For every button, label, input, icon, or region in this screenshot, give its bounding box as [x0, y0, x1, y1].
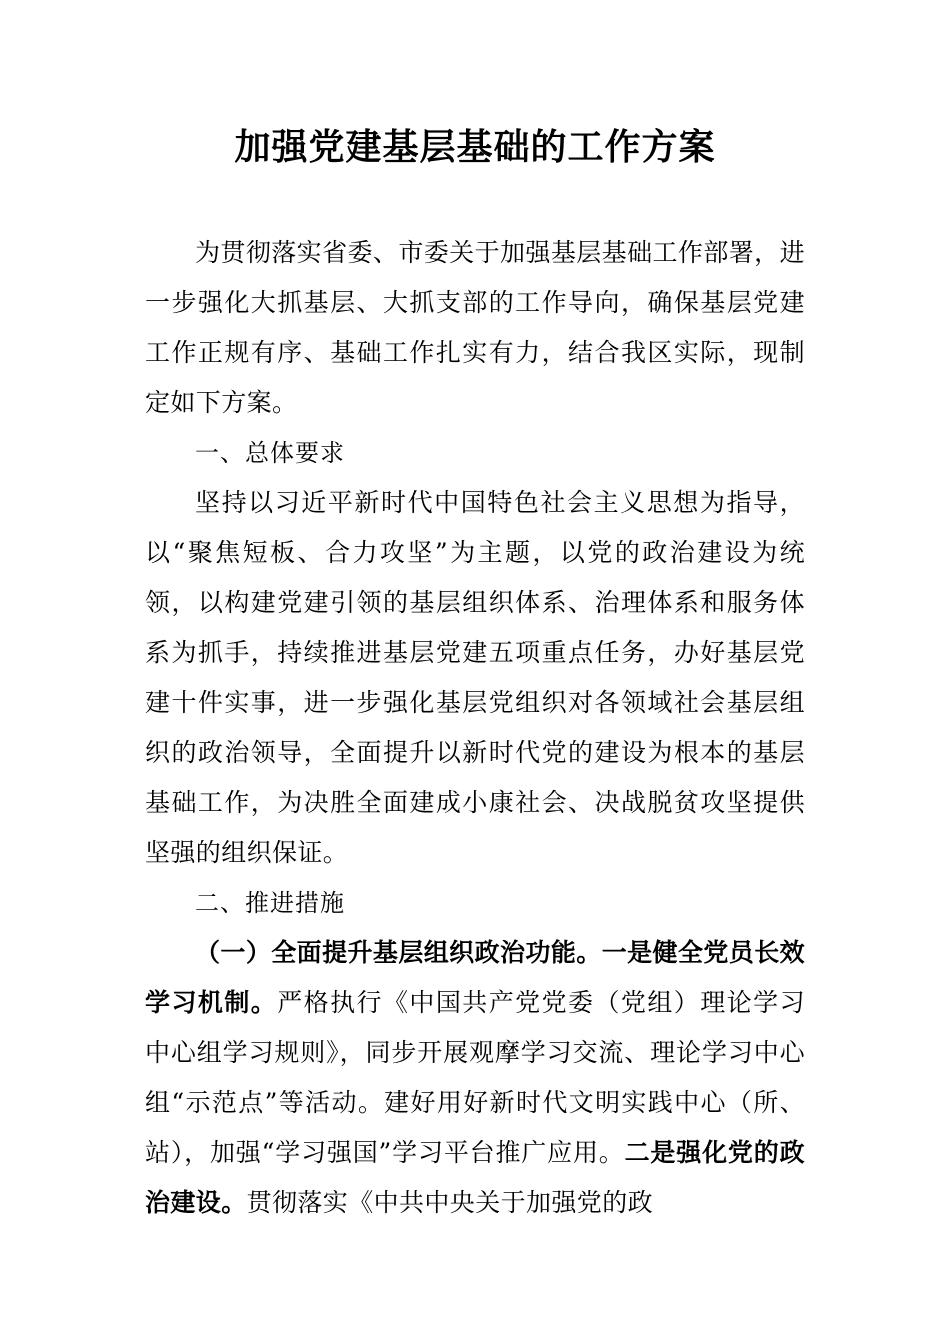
point2-text: 贯彻落实《中共中央关于加强党的政: [246, 1188, 654, 1217]
point1-text: 严格执行《中国共产党党委（党组）理论学习中心组学习规则》，同步开展观摩学习交流、理论学习中心组“示范点”等活动。建好用好新时代文明实践中心（所、站），加强“学习强国”学习平台推广应用。: [145, 988, 805, 1167]
point1-title: 一是健全党员长效学习机制。: [145, 938, 806, 1017]
point2-title: 二是强化党的政治建设。: [145, 1138, 805, 1217]
section-heading-measures: 二、推进措施: [195, 889, 345, 917]
document-title: 加强党建基层基础的工作方案: [234, 126, 716, 168]
measures-paragraph: [145, 928, 805, 1228]
document-body: [145, 228, 805, 1228]
section-heading-overall-requirements: 一、总体要求: [195, 439, 345, 467]
item1-title: （一）全面提升基层组织政治功能。: [195, 938, 602, 967]
overall-requirements-paragraph: 坚持以习近平新时代中国特色社会主义思想为指导，以“聚焦短板、合力攻坚”为主题，以党的政治建设为统领，以构建党建引领的基层组织体系、治理体系和服务体系为抓手，持续推进基层党建五项重点任务，办好基层党建十件实事，进一步强化基层党组织对各领域社会基层组织的政治领导，全面提升以新时代党的建设为根本的基层基础工作，为决胜全面建成小康社会、决战脱贫攻坚提供坚强的组织保证。: [145, 488, 805, 867]
intro-paragraph: 为贯彻落实省委、市委关于加强基层基础工作部署，进一步强化大抓基层、大抓支部的工作导向，确保基层党建工作正规有序、基础工作扎实有力，结合我区实际，现制定如下方案。: [145, 238, 805, 417]
